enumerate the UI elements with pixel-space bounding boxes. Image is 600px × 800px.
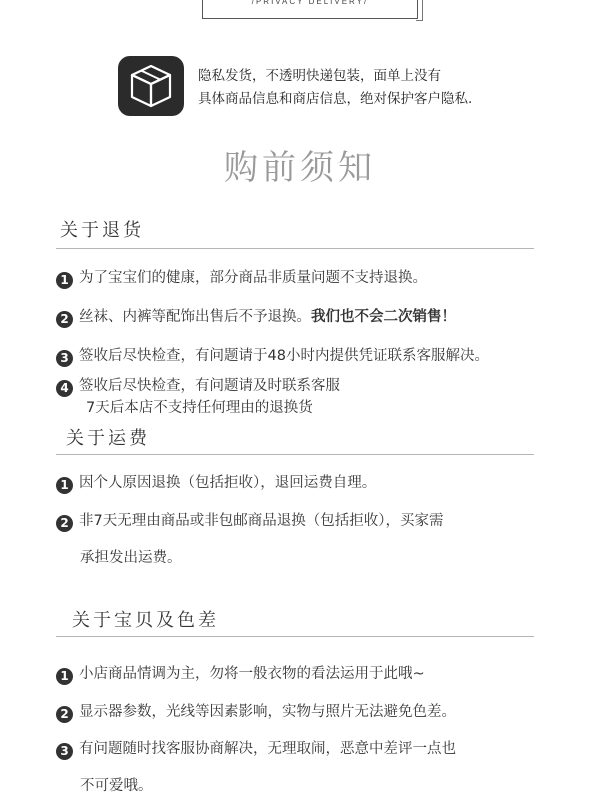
section-title-shipping: 关于运费 [66,428,150,449]
item-text: 非7天无理由商品或非包邮商品退换（包括拒收），买家需 [79,513,444,529]
item-text: 签收后尽快检查，有问题请及时联系客服 [79,378,340,394]
list-item [56,266,576,289]
list-item [56,305,576,328]
list-item [56,700,576,723]
number-badge: 1 [56,272,73,289]
banner-text: /PRIVACY DELIVERY/ [251,0,369,6]
box-icon [118,56,184,116]
list-item [56,662,576,685]
section-divider [56,248,534,249]
number-badge: 2 [56,311,73,328]
list-item [56,374,576,397]
privacy-line-1: 隐私发货，不透明快递包装，面单上没有 [198,68,441,84]
item-text: 有问题随时找客服协商解决，无理取闹，恶意中差评一点也 [79,741,456,757]
number-badge: 1 [56,668,73,685]
privacy-text [198,65,548,111]
item-bold-text: 我们也不会二次销售！ [311,309,456,325]
number-badge: 1 [56,477,73,494]
item-text-continued: 不可爱哦。 [80,778,153,794]
section-divider [56,636,534,637]
number-badge: 2 [56,515,73,532]
section-divider [56,454,534,455]
number-badge: 2 [56,706,73,723]
item-text-continued: 7天后本店不支持任何理由的退换货 [86,400,313,416]
item-text: 显示器参数，光线等因素影响，实物与照片无法避免色差。 [79,704,456,720]
number-badge: 4 [56,380,73,397]
item-text: 签收后尽快检查，有问题请于48小时内提供凭证联系客服解决。 [79,348,489,364]
privacy-notice [118,56,558,116]
list-item [56,737,576,760]
item-text-continued: 承担发出运费。 [80,550,182,566]
list-item [56,344,576,367]
privacy-line-2: 具体商品信息和商店信息，绝对保护客户隐私. [198,91,473,107]
item-text: 丝袜、内裤等配饰出售后不予退换。 [79,309,311,325]
list-item [56,509,576,532]
privacy-delivery-banner [202,0,418,19]
item-text: 为了宝宝们的健康，部分商品非质量问题不支持退换。 [79,270,427,286]
section-title-returns: 关于退货 [60,220,144,241]
list-item [56,471,576,494]
section-title-color: 关于宝贝及色差 [72,610,219,631]
item-text: 因个人原因退换（包括拒收），退回运费自理。 [79,475,377,491]
number-badge: 3 [56,743,73,760]
item-text: 小店商品情调为主，勿将一般衣物的看法运用于此哦~ [79,666,425,682]
number-badge: 3 [56,350,73,367]
page-title: 购前须知 [224,148,376,188]
